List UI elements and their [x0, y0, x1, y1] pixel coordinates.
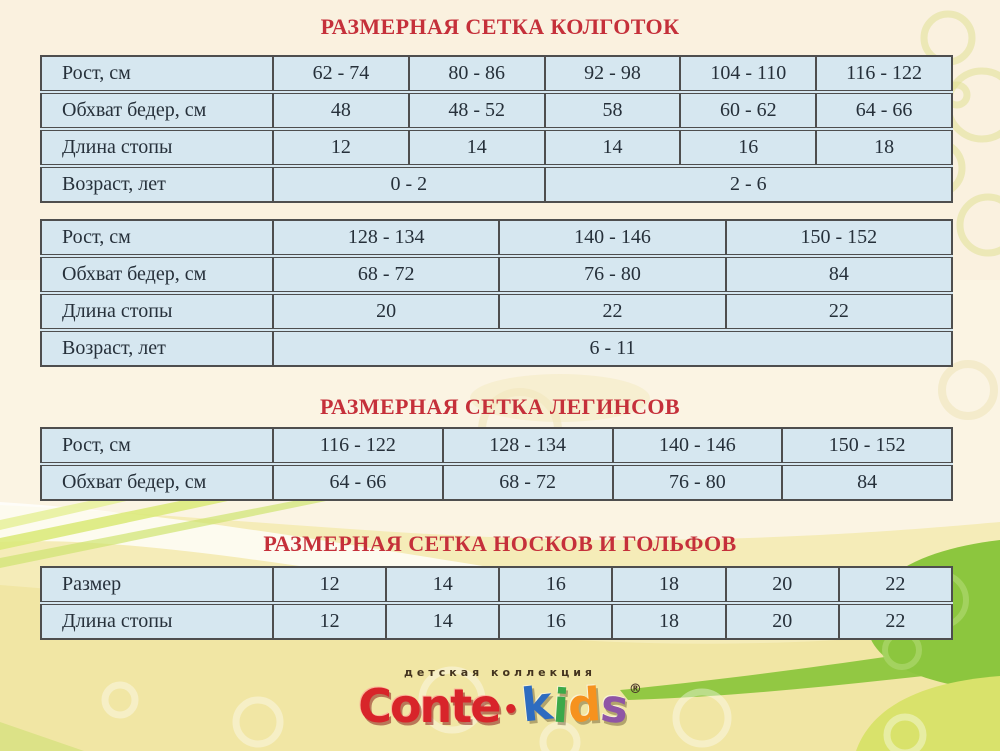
- value-cell: 6 - 11: [273, 330, 952, 366]
- logo-kids-letter-s: s: [598, 677, 632, 735]
- value-cell: 116 - 122: [816, 56, 952, 92]
- table-row: [41, 464, 952, 500]
- value-cell: 128 - 134: [273, 220, 499, 256]
- table-row: [41, 603, 952, 639]
- value-cell: 22: [726, 293, 952, 330]
- value-cell: 128 - 134: [443, 428, 613, 464]
- brand-logo: [0, 666, 1000, 736]
- tights-table-small-sizes: [40, 55, 953, 203]
- value-cell: 104 - 110: [680, 56, 816, 92]
- value-cell: 20: [726, 603, 839, 639]
- logo-wordmark: [0, 675, 1000, 736]
- logo-kids-letter-i: i: [550, 678, 571, 734]
- value-cell: 60 - 62: [680, 92, 816, 129]
- row-label: Рост, см: [41, 428, 273, 464]
- logo-kids-letter-d: d: [566, 676, 604, 734]
- value-cell: 20: [273, 293, 499, 330]
- table-row: [41, 56, 952, 92]
- value-cell: 14: [386, 603, 499, 639]
- row-label: Длина стопы: [41, 293, 273, 330]
- row-label: Длина стопы: [41, 129, 273, 166]
- row-label: Возраст, лет: [41, 330, 273, 366]
- value-cell: 84: [726, 256, 952, 293]
- table-row: [41, 293, 952, 330]
- value-cell: 84: [782, 464, 952, 500]
- value-cell: 58: [545, 92, 681, 129]
- registered-mark: ®: [628, 682, 642, 697]
- value-cell: 14: [545, 129, 681, 166]
- row-label: Рост, см: [41, 220, 273, 256]
- value-cell: 64 - 66: [816, 92, 952, 129]
- table-row: [41, 220, 952, 256]
- tights-table-big-sizes: [40, 219, 953, 367]
- value-cell: 76 - 80: [613, 464, 783, 500]
- section-title-tights: РАЗМЕРНАЯ СЕТКА КОЛГОТОК: [320, 14, 680, 39]
- value-cell: 16: [499, 603, 612, 639]
- value-cell: 16: [499, 567, 612, 603]
- value-cell: 14: [409, 129, 545, 166]
- logo-kids-letter-k: k: [519, 675, 556, 733]
- row-label: Рост, см: [41, 56, 273, 92]
- value-cell: 22: [839, 603, 952, 639]
- table-row: [41, 330, 952, 366]
- table-row: [41, 129, 952, 166]
- leggings-table: [40, 427, 953, 501]
- value-cell: 140 - 146: [613, 428, 783, 464]
- row-label: Размер: [41, 567, 273, 603]
- value-cell: 18: [612, 603, 725, 639]
- logo-dot-icon: •: [502, 694, 520, 725]
- section-title-socks: РАЗМЕРНАЯ СЕТКА НОСКОВ И ГОЛЬФОВ: [263, 531, 737, 556]
- row-label: Обхват бедер, см: [41, 256, 273, 293]
- value-cell: 16: [680, 129, 816, 166]
- logo-conte: Conte: [358, 679, 500, 733]
- table-row: [41, 428, 952, 464]
- socks-table: [40, 566, 953, 640]
- table-row: [41, 92, 952, 129]
- value-cell: 48: [273, 92, 409, 129]
- value-cell: 76 - 80: [499, 256, 725, 293]
- value-cell: 22: [499, 293, 725, 330]
- value-cell: 18: [816, 129, 952, 166]
- value-cell: 48 - 52: [409, 92, 545, 129]
- table-row: [41, 567, 952, 603]
- row-label: Длина стопы: [41, 603, 273, 639]
- value-cell: 12: [273, 567, 386, 603]
- value-cell: 0 - 2: [273, 166, 545, 202]
- value-cell: 2 - 6: [545, 166, 952, 202]
- value-cell: 20: [726, 567, 839, 603]
- value-cell: 62 - 74: [273, 56, 409, 92]
- value-cell: 150 - 152: [726, 220, 952, 256]
- value-cell: 68 - 72: [273, 256, 499, 293]
- value-cell: 18: [612, 567, 725, 603]
- value-cell: 80 - 86: [409, 56, 545, 92]
- value-cell: 68 - 72: [443, 464, 613, 500]
- section-title-leggings: РАЗМЕРНАЯ СЕТКА ЛЕГИНСОВ: [320, 394, 680, 419]
- value-cell: 12: [273, 603, 386, 639]
- table-row: [41, 256, 952, 293]
- value-cell: 92 - 98: [545, 56, 681, 92]
- row-label: Обхват бедер, см: [41, 92, 273, 129]
- value-cell: 22: [839, 567, 952, 603]
- table-row: [41, 166, 952, 202]
- value-cell: 14: [386, 567, 499, 603]
- value-cell: 140 - 146: [499, 220, 725, 256]
- row-label: Возраст, лет: [41, 166, 273, 202]
- value-cell: 150 - 152: [782, 428, 952, 464]
- logo-tagline: детская коллекция: [403, 666, 596, 679]
- value-cell: 64 - 66: [273, 464, 443, 500]
- value-cell: 12: [273, 129, 409, 166]
- value-cell: 116 - 122: [273, 428, 443, 464]
- row-label: Обхват бедер, см: [41, 464, 273, 500]
